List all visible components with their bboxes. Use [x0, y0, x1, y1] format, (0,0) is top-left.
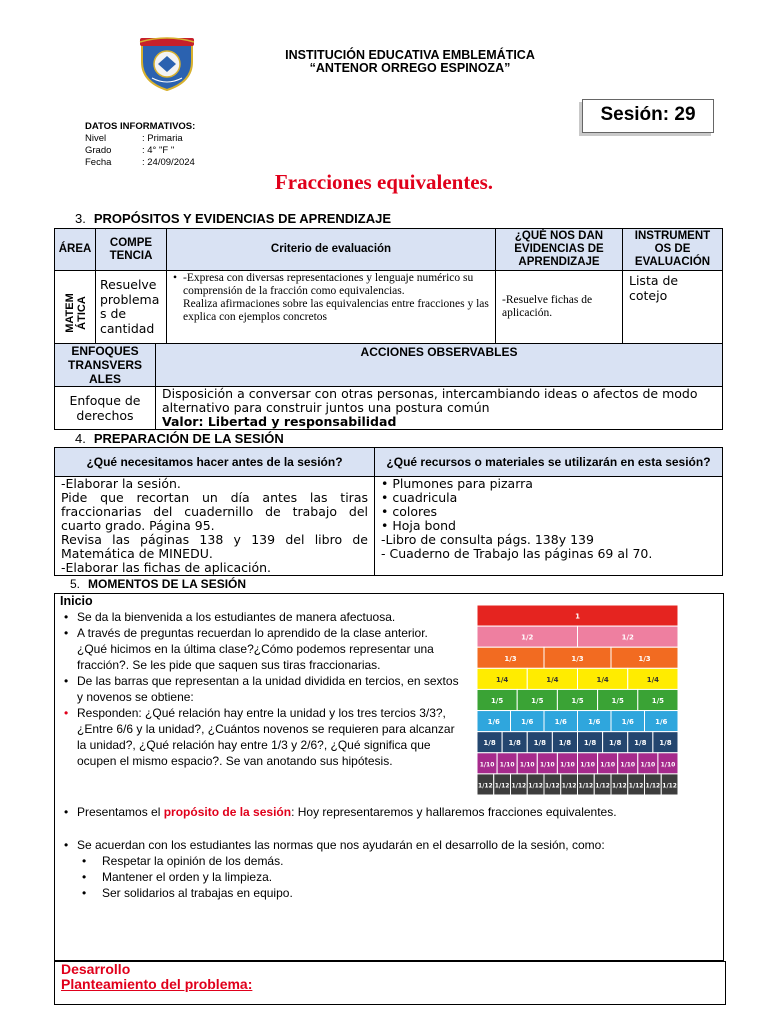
section3-number: 3. [75, 211, 86, 226]
fraction-piece-label: 1/6 [655, 718, 668, 727]
fraction-piece-label: 1/6 [588, 718, 601, 727]
fraction-piece-label: 1/10 [660, 761, 676, 769]
datos-title: DATOS INFORMATIVOS: [85, 121, 196, 132]
section4-title-text: PREPARACIÓN DE LA SESIÓN [93, 431, 284, 446]
bullet-5: • Presentamos el propósito de la sesión: Hoy representaremos y hallaremos fracciones equivalentes. [60, 804, 715, 820]
fraction-piece-label: 1 [575, 612, 580, 621]
fraction-piece-label: 1/4 [546, 675, 559, 684]
fraction-piece-label: 1/8 [533, 739, 546, 748]
propositos-table [54, 228, 723, 344]
desarrollo-box [54, 961, 726, 1005]
fraction-piece-label: 1/5 [531, 697, 544, 705]
fraction-piece-label: 1/8 [634, 739, 647, 748]
session-label: Sesión: 29 [600, 104, 696, 125]
fraction-piece-label: 1/12 [628, 782, 644, 790]
acciones-header: ACCIONES OBSERVABLES [156, 344, 723, 387]
fraction-piece-label: 1/4 [596, 675, 609, 684]
fecha-value: : 24/09/2024 [142, 157, 195, 168]
section4-number: 4. [75, 431, 86, 446]
evidencias-cell: -Resuelve fichas de aplicación. [496, 271, 623, 344]
fraction-piece-label: 1/10 [580, 761, 595, 769]
enfoques-table [54, 343, 723, 430]
accion-text: Disposición a conversar con otras personas, intercambiando ideas o afectos de modo alternativo para construir juntos una postura común [162, 386, 698, 415]
institution-line2: “ANTENOR ORREGO ESPINOZA” [309, 61, 511, 75]
header-area: ÁREA [55, 229, 96, 271]
norma-2: • Mantener el orden y la limpieza. [60, 869, 715, 885]
preparacion-left-cell: -Elaborar la sesión. Pide que recortan un día antes las tiras fraccionarias del cuadernillo de trabajo del cuarto grado. Página 95. Revisa las páginas 138 y 139 del libro de Matemática de MINEDU. -Elaborar las fichas de aplicación. [55, 477, 375, 576]
fraction-piece-label: 1/10 [560, 761, 575, 769]
fraction-piece-label: 1/12 [545, 782, 560, 790]
preparacion-table [54, 447, 723, 576]
header-instrumentos: INSTRUMENT OS DE EVALUACIÓN [623, 229, 723, 271]
preparacion-right-cell: • Plumones para pizarra • cuadricula • colores • Hoja bond -Libro de consulta págs. 138y 139 - Cuaderno de Trabajo las páginas 69 al 70. [375, 477, 723, 576]
area-cell [55, 271, 96, 344]
school-logo [132, 36, 202, 88]
fraction-piece-label: 1/5 [490, 697, 504, 705]
fraction-piece-label: 1/10 [519, 761, 535, 769]
fraction-piece-label: 1/8 [583, 739, 597, 748]
fraction-piece-label: 1/12 [528, 782, 543, 790]
session-banner [578, 95, 718, 135]
institution-line1: INSTITUCIÓN EDUCATIVA EMBLEMÁTICA [285, 48, 535, 62]
criterio-1: -Expresa con diversas representaciones y lenguaje numérico su comprensión de la fracción como equivalencias. [183, 272, 474, 297]
fraction-piece-label: 1/4 [646, 675, 660, 684]
area-line1: MATEM [64, 293, 76, 333]
fraction-piece-label: 1/6 [621, 718, 634, 727]
fraction-piece-label: 1/3 [638, 654, 651, 663]
preparacion-header-left: ¿Qué necesitamos hacer antes de la sesión? [55, 448, 375, 477]
desarrollo-label: Desarrollo [61, 961, 131, 977]
fraction-piece-label: 1/6 [521, 718, 534, 727]
datos-informativos [85, 121, 195, 169]
nivel-value: : Primaria [142, 133, 183, 144]
criterio-2: Realiza afirmaciones sobre las equivalencias entre fracciones y las explica con ejemplos concretos [183, 298, 489, 323]
fraction-piece-label: 1/10 [620, 761, 636, 769]
fraction-piece-label: 1/5 [571, 697, 584, 705]
grado-value: : 4° "F " [142, 145, 175, 156]
section5-title [70, 577, 246, 591]
planteamiento-label: Planteamiento del problema: [61, 976, 253, 992]
section4-title [75, 431, 284, 446]
fraction-piece-label: 1/12 [662, 782, 677, 790]
header-evidencias: ¿QUÉ NOS DAN EVIDENCIAS DE APRENDIZAJE [496, 229, 623, 271]
grado-label: Grado [85, 145, 112, 156]
fraction-piece-label: 1/10 [499, 761, 515, 769]
fraction-piece-label: 1/12 [612, 782, 627, 790]
fraction-piece-label: 1/10 [600, 761, 616, 769]
header-criterio: Criterio de evaluación [167, 229, 496, 271]
competencia-cell: Resuelve problema s de cantidad [96, 271, 167, 344]
fraction-piece-label: 1/5 [651, 697, 665, 705]
header-competencia: COMPE TENCIA [96, 229, 167, 271]
section5-title-text: MOMENTOS DE LA SESIÓN [88, 577, 247, 591]
fraction-piece-label: 1/12 [511, 782, 527, 790]
section3-title [75, 211, 391, 226]
accion-cell [156, 387, 723, 430]
enfoque-cell: Enfoque de derechos [55, 387, 156, 430]
fraction-piece-label: 1/8 [483, 739, 496, 748]
bullet-4: • Responden: ¿Qué relación hay entre la unidad y los tres tercios 3/3?, ¿Entre 6/6 y la unidad?, ¿Cuántos novenos se requieren para alcanzar la unidad?, ¿Qué relación hay entre 1/3 y 2/6?, ¿Qué significa que ocupen el mismo espacio?. Se van anotando sus hipótesis. [60, 705, 460, 769]
bullet-1: • Se da la bienvenida a los estudiantes de manera afectuosa. [60, 609, 460, 625]
page-title: Fracciones equivalentes. [274, 170, 494, 194]
fraction-piece-label: 1/2 [521, 633, 534, 642]
norma-3: • Ser solidarios al trabajas en equipo. [60, 885, 715, 901]
fraction-piece-label: 1/4 [495, 675, 509, 684]
nivel-label: Nivel [85, 133, 107, 144]
fraction-piece-label: 1/12 [478, 782, 493, 790]
fraction-piece-label: 1/3 [571, 654, 584, 663]
fraction-piece-label: 1/10 [640, 761, 656, 769]
fraction-piece-label: 1/5 [611, 697, 624, 705]
fraction-piece-label: 1/12 [494, 782, 510, 790]
fraction-piece-label: 1/12 [645, 782, 661, 790]
bullet-2: • A través de preguntas recuerdan lo aprendido de la clase anterior. ¿Qué hicimos en la última clase?¿Cómo podemos representar una fracción?. Se les pide que saquen sus tiras fraccionarias. [60, 625, 460, 673]
section5-number: 5. [70, 577, 81, 591]
institution-name [220, 49, 600, 75]
enfoques-header: ENFOQUES TRANSVERS ALES [55, 344, 156, 387]
bullet-3: • De las barras que representan a la unidad dividida en tercios, en sextos y novenos se obtiene: [60, 673, 460, 705]
preparacion-header-right: ¿Qué recursos o materiales se utilizarán en esta sesión? [375, 448, 723, 477]
section3-title-text: PROPÓSITOS Y EVIDENCIAS DE APRENDIZAJE [93, 211, 391, 226]
fraction-piece-label: 1/10 [479, 761, 495, 769]
fraction-bars-image [477, 605, 678, 795]
fraction-piece-label: 1/8 [659, 739, 672, 748]
fraction-piece-label: 1/3 [504, 654, 517, 663]
fraction-piece-label: 1/8 [558, 739, 572, 748]
bullet-6: • Se acuerdan con los estudiantes las normas que nos ayudarán en el desarrollo de la sesión, como: [60, 837, 715, 853]
fraction-piece-label: 1/8 [609, 739, 622, 748]
fraction-piece-label: 1/10 [539, 761, 555, 769]
fraction-piece-label: 1/12 [561, 782, 577, 790]
fraction-piece-label: 1/2 [621, 633, 634, 642]
fraction-piece-label: 1/8 [508, 739, 521, 748]
criterio-cell: • -Expresa con diversas representaciones y lenguaje numérico su comprensión de la fracción como equivalencias. Realiza afirmaciones sobre las equivalencias entre fracciones y las explica con ejemplos concretos [167, 271, 496, 344]
norma-1: • Respetar la opinión de los demás. [60, 853, 715, 869]
fecha-label: Fecha [85, 157, 112, 168]
fraction-piece-label: 1/12 [595, 782, 610, 790]
valor-text: Valor: Libertad y responsabilidad [162, 414, 397, 429]
fraction-piece-label: 1/6 [487, 718, 500, 727]
fraction-piece-label: 1/12 [578, 782, 594, 790]
area-line2: ÁTICA [76, 296, 88, 330]
instrumentos-cell: Lista de cotejo [623, 271, 723, 344]
inicio-label: Inicio [60, 594, 93, 608]
fraction-piece-label: 1/6 [554, 718, 567, 727]
